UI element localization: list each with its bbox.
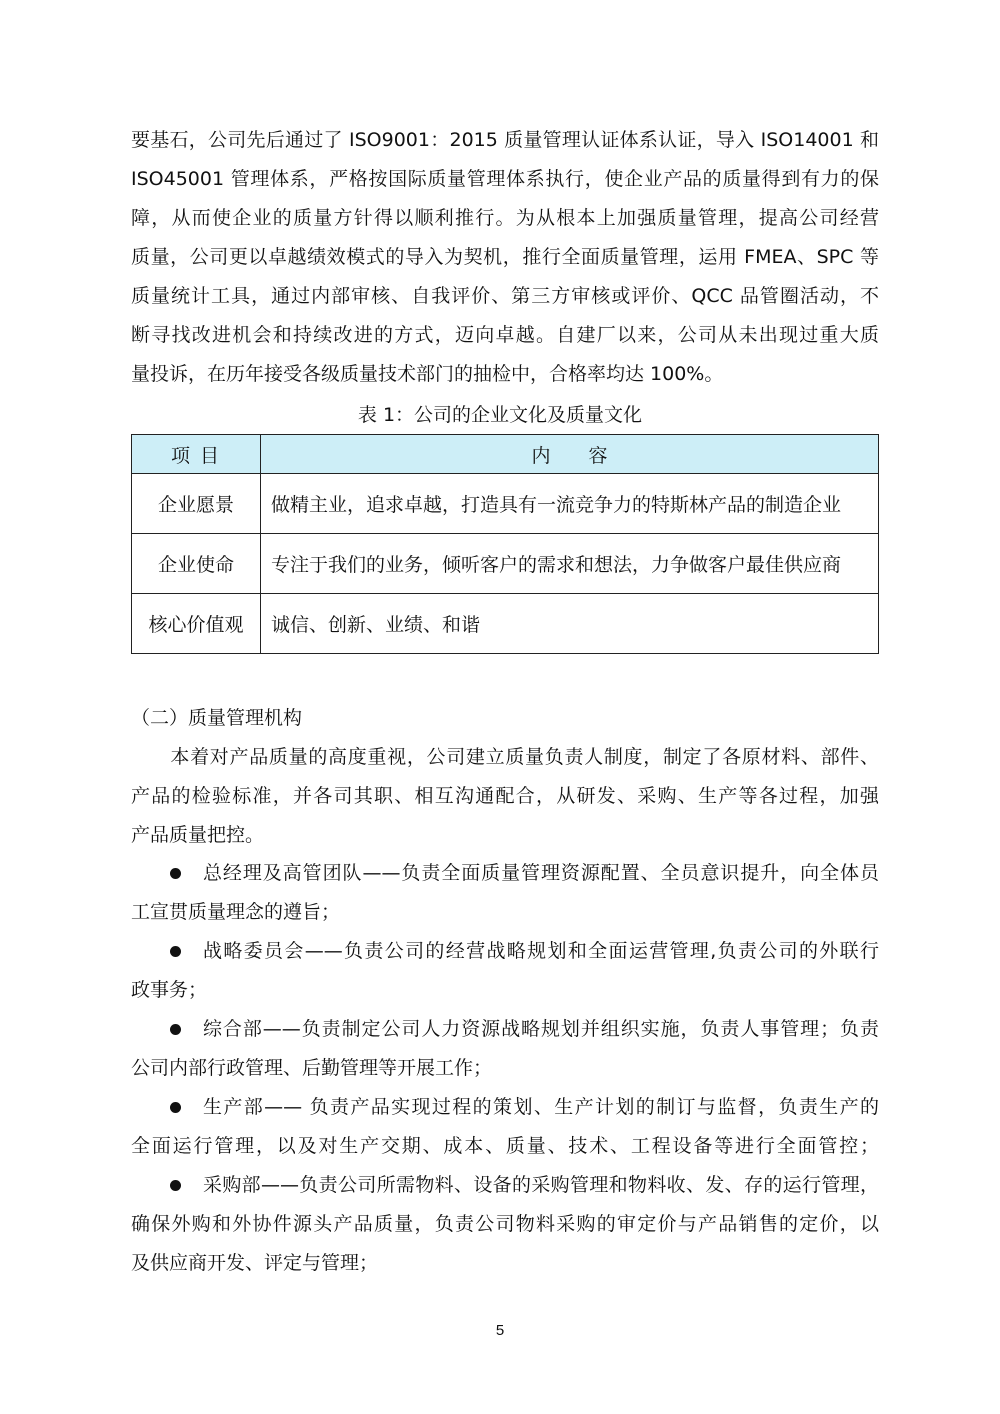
bullet-line: 战略委员会——负责公司的经营战略规划和全面运营管理,负责公司的外联行 xyxy=(203,940,879,962)
row-item: 企业愿景 xyxy=(132,474,261,534)
intro-line: 要基石，公司先后通过了 ISO9001：2015 质量管理认证体系认证，导入 ISO14001 和 xyxy=(131,129,879,151)
intro-line: 质量统计工具，通过内部审核、自我评价、第三方审核或评价、QCC 品管圈活动，不 xyxy=(131,285,879,307)
row-content: 专注于我们的业务，倾听客户的需求和想法，力争做客户最佳供应商 xyxy=(261,534,879,594)
table-caption: 表 1：公司的企业文化及质量文化 xyxy=(357,404,643,426)
table-row xyxy=(132,474,879,534)
bullet-line: 采购部——负责公司所需物料、设备的采购管理和物料收、发、存的运行管理， xyxy=(203,1174,879,1196)
section-para-line: 产品质量把控。 xyxy=(131,824,265,846)
intro-line: 量投诉，在历年接受各级质量技术部门的抽检中，合格率均达 100%。 xyxy=(131,363,724,385)
bullet-line: 公司内部行政管理、后勤管理等开展工作； xyxy=(131,1057,493,1079)
intro-line: 障，从而使企业的质量方针得以顺利推行。为从根本上加强质量管理，提高公司经营 xyxy=(131,207,879,229)
bullet-line: 政事务； xyxy=(131,979,208,1001)
header-content xyxy=(261,435,879,474)
header-item-label: 项 目 xyxy=(170,444,222,467)
table-header-row xyxy=(132,435,879,474)
bullet-dot-icon xyxy=(170,868,181,879)
intro-line: ISO45001 管理体系，严格按国际质量管理体系执行，使企业产品的质量得到有力的保 xyxy=(131,168,879,190)
intro-line: 质量，公司更以卓越绩效模式的导入为契机，推行全面质量管理，运用 FMEA、SPC 等 xyxy=(131,246,879,268)
section-para-line: 本着对产品质量的高度重视，公司建立质量负责人制度，制定了各原材料、部件、 xyxy=(131,746,879,768)
culture-table xyxy=(131,434,879,654)
page-number: 5 xyxy=(495,1322,505,1339)
bullet-line: 综合部——负责制定公司人力资源战略规划并组织实施，负责人事管理；负责 xyxy=(203,1018,879,1040)
table-row xyxy=(132,594,879,654)
table-row xyxy=(132,534,879,594)
bullet-line: 生产部—— 负责产品实现过程的策划、生产计划的制订与监督，负责生产的 xyxy=(203,1096,879,1118)
bullet-line: 及供应商开发、评定与管理； xyxy=(131,1252,379,1274)
bullet-line: 确保外购和外协件源头产品质量，负责公司物料采购的审定价与产品销售的定价，以 xyxy=(131,1213,879,1235)
row-item: 企业使命 xyxy=(132,534,261,594)
bullet-dot-icon xyxy=(170,1024,181,1035)
bullet-dot-icon xyxy=(170,1180,181,1191)
header-item xyxy=(132,435,261,474)
bullet-line: 工宣贯质量理念的遵旨； xyxy=(131,901,341,923)
row-content: 诚信、创新、业绩、和谐 xyxy=(261,594,879,654)
bullet-line: 全面运行管理，以及对生产交期、成本、质量、技术、工程设备等进行全面管控； xyxy=(131,1135,879,1157)
bullet-dot-icon xyxy=(170,946,181,957)
section-heading: （二）质量管理机构 xyxy=(131,707,303,729)
section-para-line: 产品的检验标准，并各司其职、相互沟通配合，从研发、采购、生产等各过程，加强 xyxy=(131,785,879,807)
row-content: 做精主业，追求卓越，打造具有一流竞争力的特斯林产品的制造企业 xyxy=(261,474,879,534)
header-content-label: 内 容 xyxy=(531,444,608,467)
row-item: 核心价值观 xyxy=(132,594,261,654)
bullet-dot-icon xyxy=(170,1102,181,1113)
bullet-line: 总经理及高管团队——负责全面质量管理资源配置、全员意识提升，向全体员 xyxy=(203,862,879,884)
intro-line: 断寻找改进机会和持续改进的方式，迈向卓越。自建厂以来，公司从未出现过重大质 xyxy=(131,324,879,346)
